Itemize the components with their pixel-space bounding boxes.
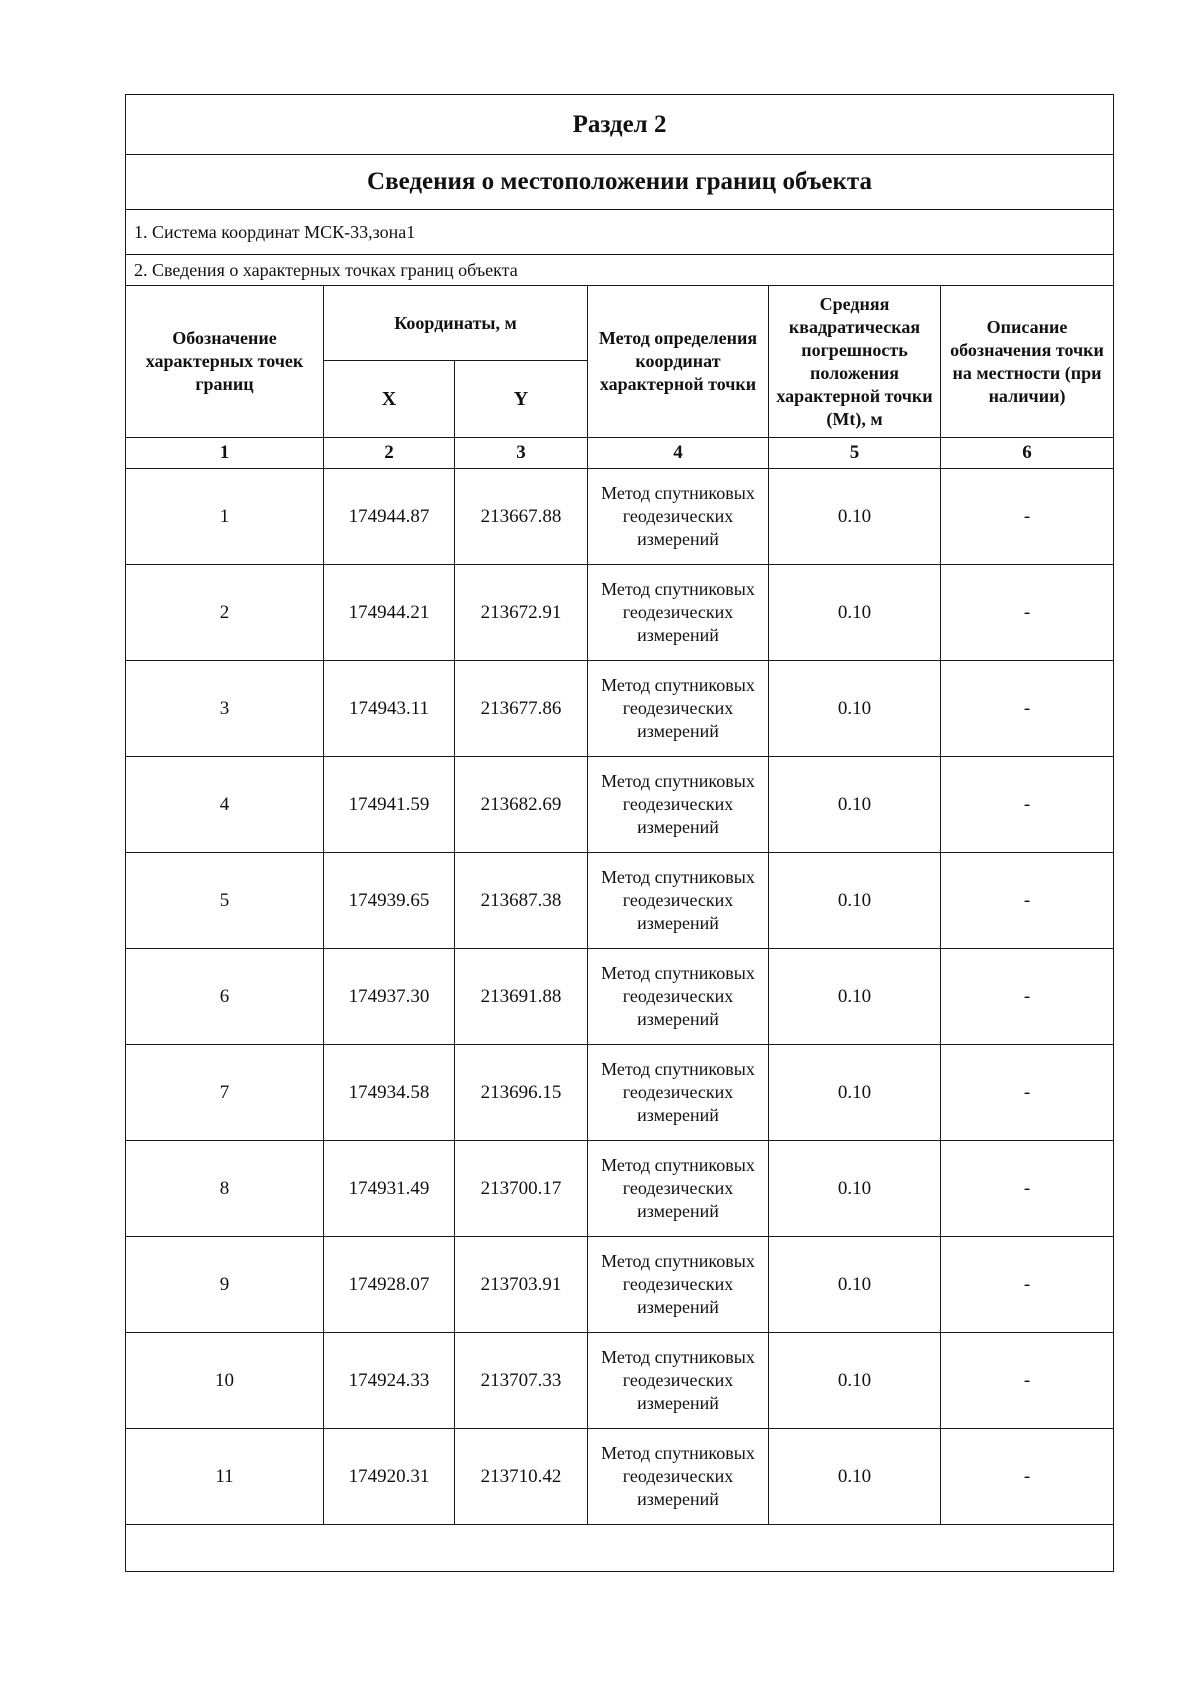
- column-number: 1: [126, 438, 324, 469]
- method-cell: Метод спутниковых геодезических измерений: [588, 949, 769, 1045]
- point-number-cell: 10: [126, 1333, 324, 1429]
- description-cell: -: [941, 757, 1114, 853]
- table-row: [126, 1237, 1114, 1333]
- error-cell: 0.10: [769, 949, 941, 1045]
- table-row: [126, 469, 1114, 565]
- y-coordinate-cell: 213710.42: [455, 1429, 588, 1525]
- x-coordinate-cell: 174934.58: [324, 1045, 455, 1141]
- table-row: [126, 661, 1114, 757]
- document-sheet: [125, 94, 1113, 1572]
- point-number-cell: 2: [126, 565, 324, 661]
- y-coordinate-cell: 213703.91: [455, 1237, 588, 1333]
- description-cell: -: [941, 1237, 1114, 1333]
- x-coordinate-cell: 174924.33: [324, 1333, 455, 1429]
- point-number-cell: 3: [126, 661, 324, 757]
- table-row: [126, 757, 1114, 853]
- document-subtitle: Сведения о местоположении границ объекта: [126, 155, 1114, 210]
- point-number-cell: 8: [126, 1141, 324, 1237]
- point-number-cell: 6: [126, 949, 324, 1045]
- point-number-cell: 7: [126, 1045, 324, 1141]
- point-number-cell: 1: [126, 469, 324, 565]
- method-cell: Метод спутниковых геодезических измерений: [588, 1045, 769, 1141]
- description-cell: -: [941, 949, 1114, 1045]
- error-cell: 0.10: [769, 1429, 941, 1525]
- header-designation: Обозначение характерных точек границ: [126, 286, 324, 438]
- method-cell: Метод спутниковых геодезических измерений: [588, 1429, 769, 1525]
- description-cell: -: [941, 1141, 1114, 1237]
- column-number: 3: [455, 438, 588, 469]
- table-row: [126, 853, 1114, 949]
- method-cell: Метод спутниковых геодезических измерений: [588, 853, 769, 949]
- description-cell: -: [941, 661, 1114, 757]
- error-cell: 0.10: [769, 1237, 941, 1333]
- error-cell: 0.10: [769, 565, 941, 661]
- table-row: [126, 949, 1114, 1045]
- column-number: 5: [769, 438, 941, 469]
- empty-footer-row: [126, 1525, 1114, 1572]
- column-number: 4: [588, 438, 769, 469]
- points-heading: 2. Сведения о характерных точках границ объекта: [126, 255, 1114, 286]
- x-coordinate-cell: 174941.59: [324, 757, 455, 853]
- header-x: X: [324, 361, 455, 438]
- error-cell: 0.10: [769, 1045, 941, 1141]
- y-coordinate-cell: 213682.69: [455, 757, 588, 853]
- method-cell: Метод спутниковых геодезических измерений: [588, 565, 769, 661]
- y-coordinate-cell: 213687.38: [455, 853, 588, 949]
- method-cell: Метод спутниковых геодезических измерений: [588, 1333, 769, 1429]
- description-cell: -: [941, 853, 1114, 949]
- description-cell: -: [941, 1429, 1114, 1525]
- point-number-cell: 5: [126, 853, 324, 949]
- y-coordinate-cell: 213677.86: [455, 661, 588, 757]
- point-number-cell: 4: [126, 757, 324, 853]
- x-coordinate-cell: 174931.49: [324, 1141, 455, 1237]
- description-cell: -: [941, 1045, 1114, 1141]
- y-coordinate-cell: 213707.33: [455, 1333, 588, 1429]
- error-cell: 0.10: [769, 853, 941, 949]
- y-coordinate-cell: 213696.15: [455, 1045, 588, 1141]
- x-coordinate-cell: 174928.07: [324, 1237, 455, 1333]
- x-coordinate-cell: 174944.21: [324, 565, 455, 661]
- y-coordinate-cell: 213691.88: [455, 949, 588, 1045]
- boundary-points-table: [125, 94, 1114, 1572]
- method-cell: Метод спутниковых геодезических измерений: [588, 469, 769, 565]
- method-cell: Метод спутниковых геодезических измерений: [588, 1141, 769, 1237]
- error-cell: 0.10: [769, 757, 941, 853]
- error-cell: 0.10: [769, 661, 941, 757]
- column-number: 2: [324, 438, 455, 469]
- method-cell: Метод спутниковых геодезических измерений: [588, 661, 769, 757]
- description-cell: -: [941, 1333, 1114, 1429]
- coordinate-system: 1. Система координат МСК-33,зона1: [126, 210, 1114, 255]
- section-title: Раздел 2: [126, 95, 1114, 155]
- error-cell: 0.10: [769, 1333, 941, 1429]
- header-y: Y: [455, 361, 588, 438]
- table-row: [126, 1429, 1114, 1525]
- error-cell: 0.10: [769, 469, 941, 565]
- header-method: Метод определения координат характерной точки: [588, 286, 769, 438]
- point-number-cell: 11: [126, 1429, 324, 1525]
- y-coordinate-cell: 213667.88: [455, 469, 588, 565]
- point-number-cell: 9: [126, 1237, 324, 1333]
- column-number: 6: [941, 438, 1114, 469]
- description-cell: -: [941, 565, 1114, 661]
- method-cell: Метод спутниковых геодезических измерений: [588, 757, 769, 853]
- x-coordinate-cell: 174944.87: [324, 469, 455, 565]
- y-coordinate-cell: 213700.17: [455, 1141, 588, 1237]
- method-cell: Метод спутниковых геодезических измерений: [588, 1237, 769, 1333]
- table-row: [126, 565, 1114, 661]
- empty-footer-cell: [126, 1525, 1114, 1572]
- x-coordinate-cell: 174937.30: [324, 949, 455, 1045]
- y-coordinate-cell: 213672.91: [455, 565, 588, 661]
- description-cell: -: [941, 469, 1114, 565]
- x-coordinate-cell: 174920.31: [324, 1429, 455, 1525]
- table-row: [126, 1333, 1114, 1429]
- error-cell: 0.10: [769, 1141, 941, 1237]
- table-row: [126, 1045, 1114, 1141]
- header-coordinates: Координаты, м: [324, 286, 588, 361]
- x-coordinate-cell: 174943.11: [324, 661, 455, 757]
- x-coordinate-cell: 174939.65: [324, 853, 455, 949]
- header-description: Описание обозначения точки на местности (при наличии): [941, 286, 1114, 438]
- table-row: [126, 1141, 1114, 1237]
- header-error: Средняя квадратическая погрешность положения характерной точки (Mt), м: [769, 286, 941, 438]
